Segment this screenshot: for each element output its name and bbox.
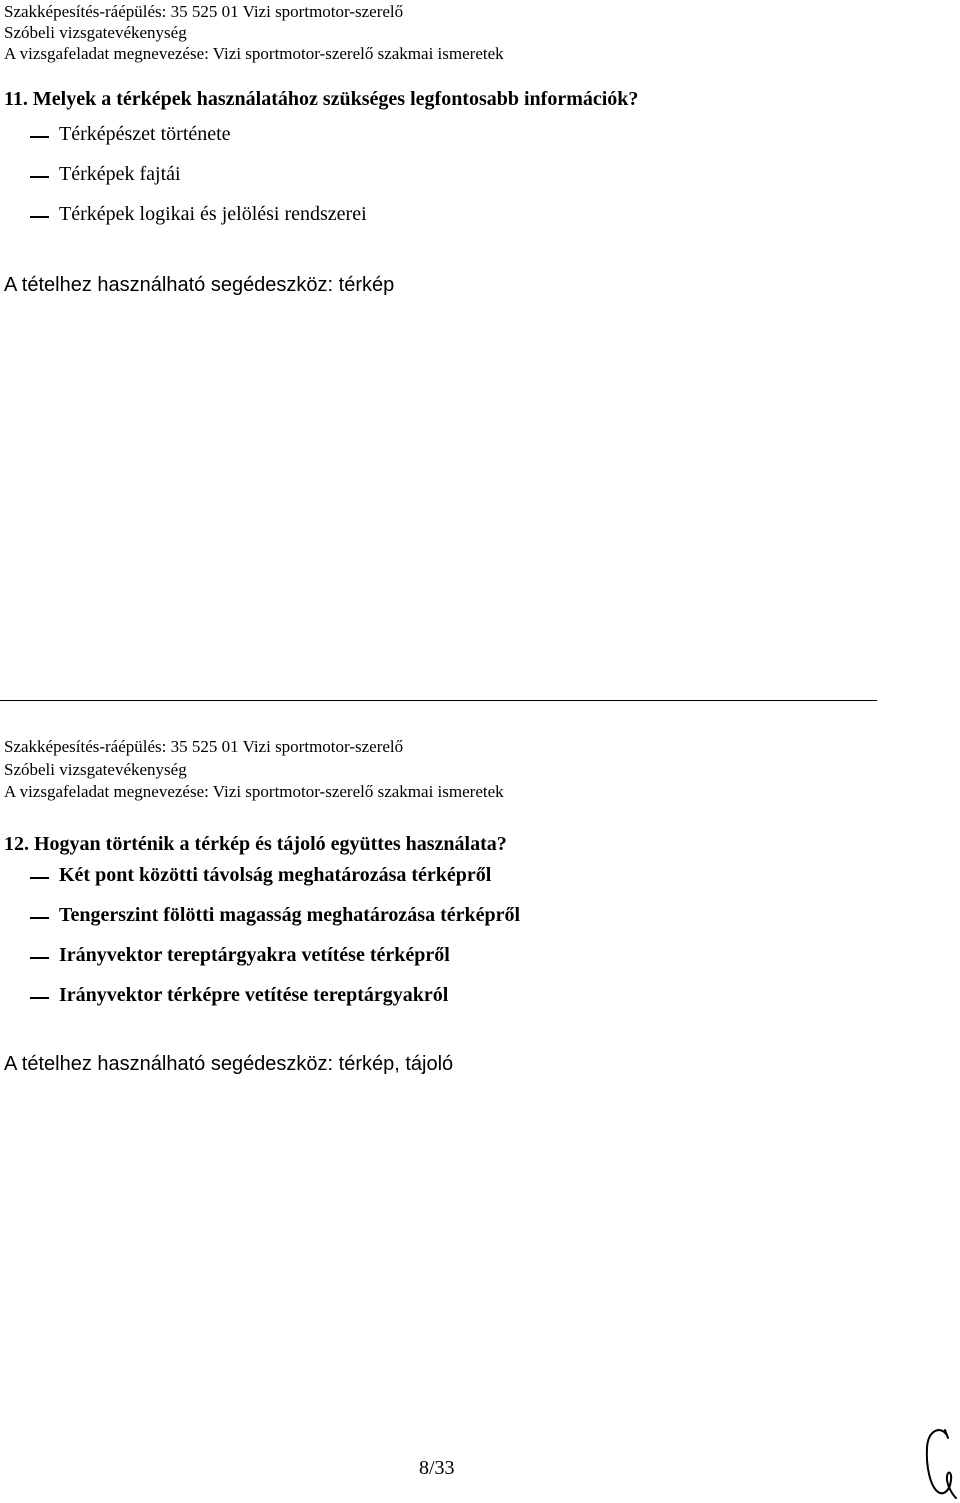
dash-bullet-icon xyxy=(30,917,49,919)
header-task-name: A vizsgafeladat megnevezése: Vizi sportmotor-szerelő szakmai ismeretek xyxy=(4,44,504,63)
dash-bullet-icon xyxy=(30,957,49,959)
dash-bullet-icon xyxy=(30,176,49,178)
question-12-item: Tengerszint fölötti magasság meghatározása térképről xyxy=(59,904,521,926)
header-qualification: Szakképesítés-ráépülés: 35 525 01 Vizi sportmotor-szerelő xyxy=(4,737,404,756)
question-11-tool: A tételhez használható segédeszköz: térkép xyxy=(4,274,395,296)
dash-bullet-icon xyxy=(30,997,49,999)
question-12-title: 12. Hogyan történik a térkép és tájoló együttes használata? xyxy=(4,833,507,855)
question-11-item: Térképek fajtái xyxy=(59,163,181,185)
page-number: 8/33 xyxy=(419,1457,455,1479)
question-12-item: Irányvektor térképre vetítése tereptárgyakról xyxy=(59,984,449,1006)
header-exam-type: Szóbeli vizsgatevékenység xyxy=(4,760,187,779)
signature-icon xyxy=(918,1420,958,1500)
question-11-title: 11. Melyek a térképek használatához szükséges legfontosabb információk? xyxy=(4,88,639,110)
dash-bullet-icon xyxy=(30,877,49,879)
question-11-item: Térképek logikai és jelölési rendszerei xyxy=(59,203,367,225)
header-exam-type: Szóbeli vizsgatevékenység xyxy=(4,23,187,42)
header-qualification: Szakképesítés-ráépülés: 35 525 01 Vizi sportmotor-szerelő xyxy=(4,2,404,21)
question-12-tool: A tételhez használható segédeszköz: térkép, tájoló xyxy=(4,1053,454,1075)
question-11-item: Térképészet története xyxy=(59,123,231,145)
page-divider xyxy=(0,700,877,701)
dash-bullet-icon xyxy=(30,216,49,218)
header-task-name: A vizsgafeladat megnevezése: Vizi sportmotor-szerelő szakmai ismeretek xyxy=(4,782,504,801)
dash-bullet-icon xyxy=(30,136,49,138)
question-12-item: Irányvektor tereptárgyakra vetítése térképről xyxy=(59,944,450,966)
question-12-item: Két pont közötti távolság meghatározása térképről xyxy=(59,864,492,886)
